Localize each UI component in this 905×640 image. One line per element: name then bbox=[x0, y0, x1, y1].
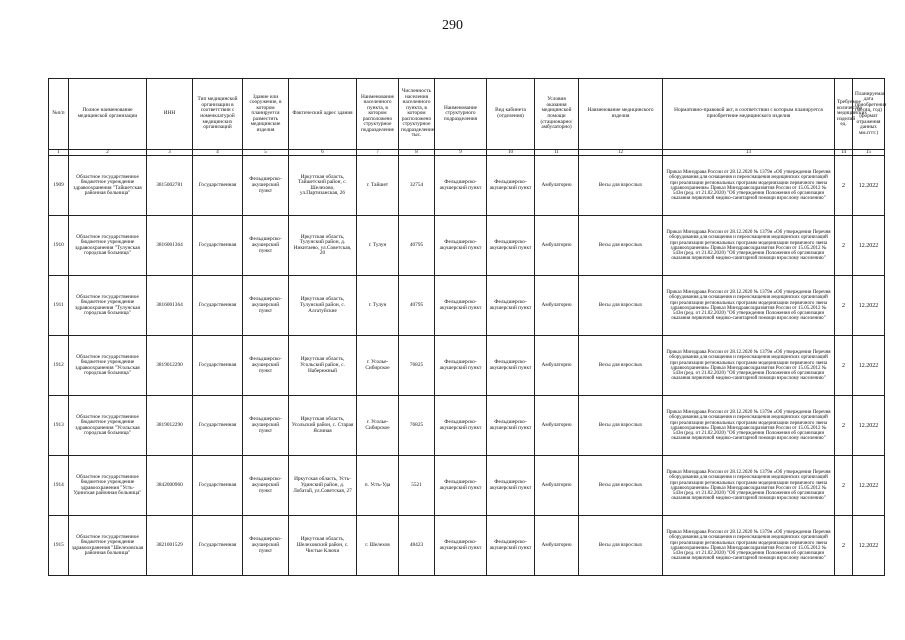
cell-conditions: Амбулаторно bbox=[535, 396, 579, 456]
column-header: Полное наименование медицинской организации bbox=[69, 79, 147, 150]
equipment-table-container bbox=[48, 78, 887, 576]
cell-num: 1914 bbox=[49, 456, 69, 516]
column-header: Наименование населенного пункта, в котором расположено структурное подразделение bbox=[357, 79, 399, 150]
cell-locality: п. Усть-Уда bbox=[357, 456, 399, 516]
cell-org: Областное государственное бюджетное учреждение здравоохранения "Шелеховская районная больница" bbox=[69, 516, 147, 576]
table-row bbox=[49, 336, 885, 396]
cell-inn: 3819012290 bbox=[147, 396, 193, 456]
cell-inn: 3816001364 bbox=[147, 216, 193, 276]
cell-cabinet: Фельдшерско-акушерский пункт bbox=[487, 276, 535, 336]
cell-conditions: Амбулаторно bbox=[535, 456, 579, 516]
page-number: 290 bbox=[442, 18, 463, 33]
cell-device: Весы для взрослых bbox=[579, 396, 663, 456]
cell-locality: г. Усолье-Сибирское bbox=[357, 336, 399, 396]
column-header: Наименование структурного подразделения bbox=[435, 79, 487, 150]
column-header: №п/п bbox=[49, 79, 69, 150]
cell-population: 76825 bbox=[399, 396, 435, 456]
column-number: 8 bbox=[399, 150, 435, 156]
column-number: 7 bbox=[357, 150, 399, 156]
cell-inn: 3821001529 bbox=[147, 516, 193, 576]
cell-address: Иркутская область, Тулунский район, д. Никитаево, ул.Советская, 20 bbox=[289, 216, 357, 276]
cell-qty: 2 bbox=[835, 216, 853, 276]
table-row bbox=[49, 396, 885, 456]
cell-device: Весы для взрослых bbox=[579, 516, 663, 576]
cell-unit: Фельдшерско-акушерский пункт bbox=[435, 456, 487, 516]
cell-population: 40795 bbox=[399, 216, 435, 276]
equipment-table bbox=[48, 78, 885, 576]
cell-cabinet: Фельдшерско-акушерский пункт bbox=[487, 456, 535, 516]
cell-address: Иркутская область, Тайшетский район, с. Шелехово, ул.Партизанская, 26 bbox=[289, 156, 357, 216]
column-number: 14 bbox=[835, 150, 853, 156]
column-number: 12 bbox=[579, 150, 663, 156]
cell-building: Фельдшерско-акушерский пункт bbox=[243, 276, 289, 336]
cell-cabinet: Фельдшерско-акушерский пункт bbox=[487, 156, 535, 216]
cell-type: Государственная bbox=[193, 456, 243, 516]
cell-address: Иркутская область, Усольский район, с. Старая Ясачная bbox=[289, 396, 357, 456]
cell-address: Иркутская область, Усть-Удинский район, д. Лобатай, ул.Советская, 27 bbox=[289, 456, 357, 516]
cell-type: Государственная bbox=[193, 516, 243, 576]
table-row bbox=[49, 216, 885, 276]
cell-date: 12.2022 bbox=[853, 456, 885, 516]
column-header: Численность населения населенного пункта, в котором расположено структурное подразделение тыс. bbox=[399, 79, 435, 150]
cell-qty: 2 bbox=[835, 276, 853, 336]
column-number: 10 bbox=[487, 150, 535, 156]
table-row bbox=[49, 456, 885, 516]
column-header: Нормативно-правовой акт, в соответствии с которым планируется приобретение медицинского изделия bbox=[663, 79, 835, 150]
cell-num: 1910 bbox=[49, 216, 69, 276]
cell-type: Государственная bbox=[193, 396, 243, 456]
cell-population: 40795 bbox=[399, 276, 435, 336]
cell-type: Государственная bbox=[193, 276, 243, 336]
header-row bbox=[49, 79, 885, 150]
table-row bbox=[49, 516, 885, 576]
cell-type: Государственная bbox=[193, 336, 243, 396]
cell-unit: Фельдшерско-акушерский пункт bbox=[435, 516, 487, 576]
column-number: 3 bbox=[147, 150, 193, 156]
column-header: Вид кабинета (отделения) bbox=[487, 79, 535, 150]
cell-cabinet: Фельдшерско-акушерский пункт bbox=[487, 216, 535, 276]
column-header: Фактический адрес здания bbox=[289, 79, 357, 150]
cell-org: Областное государственное бюджетное учреждение здравоохранения "Тайшетская районная больница" bbox=[69, 156, 147, 216]
cell-device: Весы для взрослых bbox=[579, 216, 663, 276]
cell-org: Областное государственное бюджетное учреждение здравоохранения "Усольская городская больница" bbox=[69, 396, 147, 456]
cell-address: Иркутская область, Усольский район, с. Набережный bbox=[289, 336, 357, 396]
cell-conditions: Амбулаторно bbox=[535, 276, 579, 336]
cell-cabinet: Фельдшерско-акушерский пункт bbox=[487, 396, 535, 456]
table-row bbox=[49, 156, 885, 216]
cell-address: Иркутская область, Шелеховский район, с. Чистые Ключи bbox=[289, 516, 357, 576]
cell-population: 76825 bbox=[399, 336, 435, 396]
cell-legal: Приказ Минздрава России от 28.12.2020 № 1379н «Об утверждении Перечня оборудования для оснащения и переоснащения медицинских организаций при реализации региональных программ модернизации первичного звена здравоохранения» Приказ Минздравсоцразвития России от 15.05.2012 № 543н (ред. от 21.02.2020) "Об утверждении Положения об организации оказания первичной медико-санитарной помощи взрослому населению" bbox=[663, 276, 835, 336]
cell-building: Фельдшерско-акушерский пункт bbox=[243, 216, 289, 276]
cell-conditions: Амбулаторно bbox=[535, 336, 579, 396]
cell-type: Государственная bbox=[193, 156, 243, 216]
column-header: Здание или сооружение, в котором планируется разместить медицинские изделия bbox=[243, 79, 289, 150]
cell-locality: г. Усолье-Сибирское bbox=[357, 396, 399, 456]
cell-locality: г. Тайшет bbox=[357, 156, 399, 216]
cell-date: 12.2022 bbox=[853, 276, 885, 336]
cell-inn: 3815002781 bbox=[147, 156, 193, 216]
cell-cabinet: Фельдшерско-акушерский пункт bbox=[487, 336, 535, 396]
cell-org: Областное государственное бюджетное учреждение здравоохранения "Усольская городская больница" bbox=[69, 336, 147, 396]
cell-building: Фельдшерско-акушерский пункт bbox=[243, 396, 289, 456]
cell-inn: 3816001364 bbox=[147, 276, 193, 336]
cell-org: Областное государственное бюджетное учреждение здравоохранения "Тулунская городская больница" bbox=[69, 216, 147, 276]
column-header: Наименование медицинского изделия bbox=[579, 79, 663, 150]
cell-population: 48423 bbox=[399, 516, 435, 576]
table-body bbox=[49, 156, 885, 576]
cell-device: Весы для взрослых bbox=[579, 456, 663, 516]
cell-num: 1911 bbox=[49, 276, 69, 336]
cell-device: Весы для взрослых bbox=[579, 156, 663, 216]
column-header: Тип медицинской организации в соответствии с номенклатурой медицинских организаций bbox=[193, 79, 243, 150]
cell-qty: 2 bbox=[835, 156, 853, 216]
cell-building: Фельдшерско-акушерский пункт bbox=[243, 336, 289, 396]
column-header: Условия оказания медицинской помощи (стационарно/амбулаторно) bbox=[535, 79, 579, 150]
cell-type: Государственная bbox=[193, 216, 243, 276]
cell-legal: Приказ Минздрава России от 28.12.2020 № 1379н «Об утверждении Перечня оборудования для оснащения и переоснащения медицинских организаций при реализации региональных программ модернизации первичного звена здравоохранения» Приказ Минздравсоцразвития России от 15.05.2012 № 543н (ред. от 21.02.2020) "Об утверждении Положения об организации оказания первичной медико-санитарной помощи взрослому населению" bbox=[663, 456, 835, 516]
cell-inn: 3842000960 bbox=[147, 456, 193, 516]
cell-building: Фельдшерско-акушерский пункт bbox=[243, 516, 289, 576]
column-number: 13 bbox=[663, 150, 835, 156]
cell-device: Весы для взрослых bbox=[579, 276, 663, 336]
column-header: ИНН bbox=[147, 79, 193, 150]
cell-num: 1913 bbox=[49, 396, 69, 456]
cell-population: 5521 bbox=[399, 456, 435, 516]
cell-device: Весы для взрослых bbox=[579, 336, 663, 396]
column-number: 5 bbox=[243, 150, 289, 156]
cell-conditions: Амбулаторно bbox=[535, 516, 579, 576]
cell-unit: Фельдшерско-акушерский пункт bbox=[435, 216, 487, 276]
column-header: Планируемая дата приобретения (месяц, год) (формат отражения данных мм.гггг.) bbox=[853, 79, 885, 150]
cell-unit: Фельдшерско-акушерский пункт bbox=[435, 336, 487, 396]
cell-cabinet: Фельдшерско-акушерский пункт bbox=[487, 516, 535, 576]
column-number: 1 bbox=[49, 150, 69, 156]
cell-qty: 2 bbox=[835, 516, 853, 576]
cell-locality: г. Тулун bbox=[357, 216, 399, 276]
cell-locality: г. Тулун bbox=[357, 276, 399, 336]
cell-population: 32754 bbox=[399, 156, 435, 216]
cell-legal: Приказ Минздрава России от 28.12.2020 № 1379н «Об утверждении Перечня оборудования для оснащения и переоснащения медицинских организаций при реализации региональных программ модернизации первичного звена здравоохранения» Приказ Минздравсоцразвития России от 15.05.2012 № 543н (ред. от 21.02.2020) "Об утверждении Положения об организации оказания первичной медико-санитарной помощи взрослому населению" bbox=[663, 216, 835, 276]
column-number: 11 bbox=[535, 150, 579, 156]
cell-date: 12.2022 bbox=[853, 516, 885, 576]
cell-legal: Приказ Минздрава России от 28.12.2020 № 1379н «Об утверждении Перечня оборудования для оснащения и переоснащения медицинских организаций при реализации региональных программ модернизации первичного звена здравоохранения» Приказ Минздравсоцразвития России от 15.05.2012 № 543н (ред. от 21.02.2020) "Об утверждении Положения об организации оказания первичной медико-санитарной помощи взрослому населению" bbox=[663, 516, 835, 576]
cell-inn: 3819012290 bbox=[147, 336, 193, 396]
cell-qty: 2 bbox=[835, 336, 853, 396]
column-number: 15 bbox=[853, 150, 885, 156]
cell-legal: Приказ Минздрава России от 28.12.2020 № 1379н «Об утверждении Перечня оборудования для оснащения и переоснащения медицинских организаций при реализации региональных программ модернизации первичного звена здравоохранения» Приказ Минздравсоцразвития России от 15.05.2012 № 543н (ред. от 21.02.2020) "Об утверждении Положения об организации оказания первичной медико-санитарной помощи взрослому населению" bbox=[663, 336, 835, 396]
cell-building: Фельдшерско-акушерский пункт bbox=[243, 156, 289, 216]
column-number: 9 bbox=[435, 150, 487, 156]
column-number: 4 bbox=[193, 150, 243, 156]
cell-org: Областное государственное бюджетное учреждение здравоохранения "Тулунская городская больница" bbox=[69, 276, 147, 336]
cell-num: 1912 bbox=[49, 336, 69, 396]
column-header: Требуемое количество медицинских изделий ед. bbox=[835, 79, 853, 150]
cell-conditions: Амбулаторно bbox=[535, 216, 579, 276]
column-number: 6 bbox=[289, 150, 357, 156]
cell-legal: Приказ Минздрава России от 28.12.2020 № 1379н «Об утверждении Перечня оборудования для оснащения и переоснащения медицинских организаций при реализации региональных программ модернизации первичного звена здравоохранения» Приказ Минздравсоцразвития России от 15.05.2012 № 543н (ред. от 21.02.2020) "Об утверждении Положения об организации оказания первичной медико-санитарной помощи взрослому населению" bbox=[663, 156, 835, 216]
cell-unit: Фельдшерско-акушерский пункт bbox=[435, 396, 487, 456]
cell-locality: г. Шелехов bbox=[357, 516, 399, 576]
cell-qty: 2 bbox=[835, 396, 853, 456]
cell-legal: Приказ Минздрава России от 28.12.2020 № 1379н «Об утверждении Перечня оборудования для оснащения и переоснащения медицинских организаций при реализации региональных программ модернизации первичного звена здравоохранения» Приказ Минздравсоцразвития России от 15.05.2012 № 543н (ред. от 21.02.2020) "Об утверждении Положения об организации оказания первичной медико-санитарной помощи взрослому населению" bbox=[663, 396, 835, 456]
cell-unit: Фельдшерско-акушерский пункт bbox=[435, 276, 487, 336]
cell-date: 12.2022 bbox=[853, 336, 885, 396]
cell-num: 1915 bbox=[49, 516, 69, 576]
cell-conditions: Амбулаторно bbox=[535, 156, 579, 216]
cell-num: 1909 bbox=[49, 156, 69, 216]
column-number: 2 bbox=[69, 150, 147, 156]
cell-date: 12.2022 bbox=[853, 156, 885, 216]
cell-date: 12.2022 bbox=[853, 396, 885, 456]
cell-date: 12.2022 bbox=[853, 216, 885, 276]
cell-building: Фельдшерско-акушерский пункт bbox=[243, 456, 289, 516]
cell-address: Иркутская область, Тулунский район, с. Алгатуйские bbox=[289, 276, 357, 336]
table-header bbox=[49, 79, 885, 156]
cell-qty: 2 bbox=[835, 456, 853, 516]
table-row bbox=[49, 276, 885, 336]
cell-org: Областное государственное бюджетное учреждение здравоохранения "Усть-Удинская районная больница" bbox=[69, 456, 147, 516]
cell-unit: Фельдшерско-акушерский пункт bbox=[435, 156, 487, 216]
